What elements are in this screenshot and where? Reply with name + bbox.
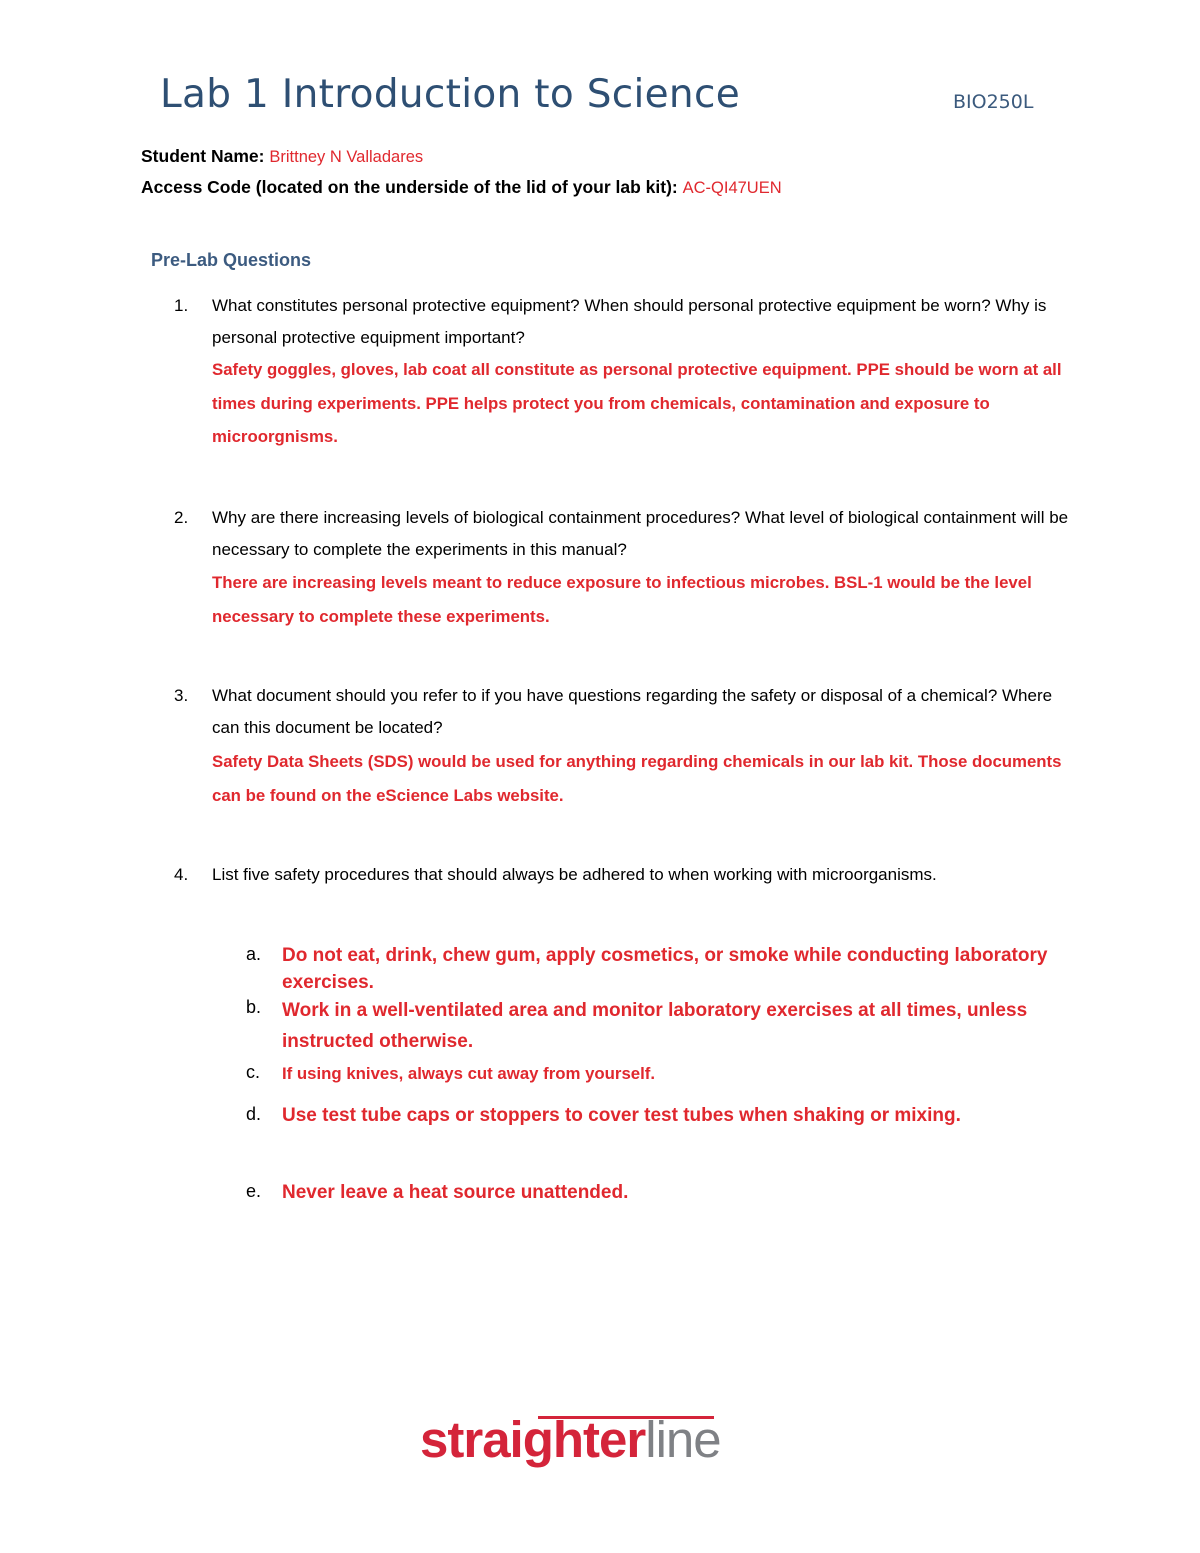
list-item-text: Work in a well-ventilated area and monitor laboratory exercises at all times, unless instructed otherwise. <box>282 1000 1028 1052</box>
list-item-text: Use test tube caps or stoppers to cover test tubes when shaking or mixing. <box>282 1105 961 1126</box>
list-item-letter: c. <box>246 1062 261 1082</box>
question-text: List five safety procedures that should always be adhered to when working with microorganisms. <box>212 865 937 884</box>
question-text: What document should you refer to if you have questions regarding the safety or disposal of a chemical? Where can this document be located? <box>212 686 1053 737</box>
section-heading: Pre-Lab Questions <box>151 250 312 270</box>
question-number: 3. <box>174 686 189 705</box>
course-code: BIO250L <box>953 91 1034 113</box>
access-code-value: AC-QI47UEN <box>682 179 782 197</box>
question-text: Why are there increasing levels of biological containment procedures? What level of biological containment will be necessary to complete the experiments in this manual? <box>212 508 1069 559</box>
logo-strong-text: straighter <box>420 1411 646 1468</box>
logo-light-text: line <box>645 1411 721 1468</box>
list-item-text: If using knives, always cut away from yourself. <box>282 1064 656 1083</box>
question-answer: Safety Data Sheets (SDS) would be used for anything regarding chemicals in our lab kit. Those documents can be found on the eScience Labs website. <box>212 752 1062 805</box>
question-answer: There are increasing levels meant to reduce exposure to infectious microbes. BSL-1 would be the level necessary to complete these experiments. <box>212 573 1032 626</box>
list-item-letter: e. <box>246 1181 262 1201</box>
access-code-line <box>141 177 782 198</box>
question-text: What constitutes personal protective equipment? When should personal protective equipment be worn? Why is personal protective equipment important? <box>212 296 1047 347</box>
document-title: Lab 1 Introduction to Science <box>160 72 740 117</box>
list-item-text: Never leave a heat source unattended. <box>282 1182 629 1203</box>
list-item-text: Do not eat, drink, chew gum, apply cosmetics, or smoke while conducting laboratory exercises. <box>282 945 1048 993</box>
list-item-letter: b. <box>246 997 262 1017</box>
question-number: 1. <box>174 296 189 315</box>
logo-wordmark <box>420 1410 721 1469</box>
student-name-line <box>141 146 423 167</box>
straighterline-logo <box>420 1410 780 1480</box>
access-code-label: Access Code (located on the underside of the lid of your lab kit): <box>141 177 678 197</box>
student-name-label: Student Name: <box>141 146 265 166</box>
question-number: 4. <box>174 865 189 884</box>
list-item-letter: a. <box>246 944 262 964</box>
question-number: 2. <box>174 508 189 527</box>
question-answer: Safety goggles, gloves, lab coat all constitute as personal protective equipment. PPE should be worn at all times during experiments. PPE helps protect you from chemicals, contamination and exposure to microorgnisms. <box>212 360 1062 446</box>
student-name-value: Brittney N Valladares <box>269 148 424 166</box>
list-item-letter: d. <box>246 1104 262 1124</box>
